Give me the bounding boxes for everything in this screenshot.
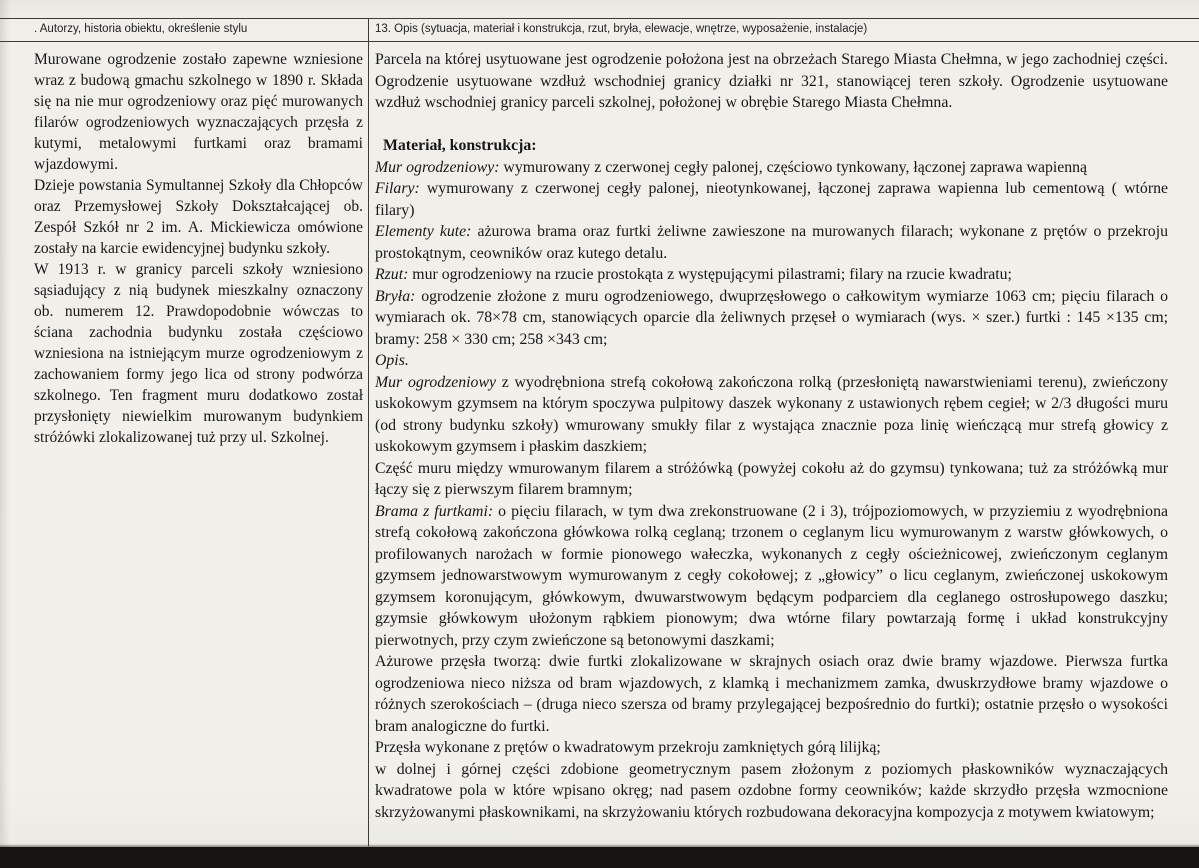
paragraph: Rzut: mur ogrodzeniowy na rzucie prostokąta z występującymi pilastrami; filary na rzucie kwadratu; xyxy=(375,266,1012,283)
paragraph-lead: Mur ogrodzeniowy xyxy=(375,373,497,391)
paragraph: Brama z furtkami: o pięciu filarach, w tym dwa zrekonstruowane (2 i 3), trójpoziomowych, w przyziemiu z wyodrębniona strefą cokołową zakończona główkowa rolką ceglaną; trzonem o ceglanym licu wymurowanym z warstw główkowych, o profilowanych narożach w formie pionowego wałeczka, wykonanych z cegły ościeżnicowej, zwieńczonym ceglanym gzymsem jednowarstwowym wymurowanym z cegły cokołowej; z „głowicy” o licu ceglanym, zwieńczonej uskokowym gzymsem koronującym, główkowym, dwuwarstwowym będącym podparciem dla ceglanego ostrosłupowego daszku; gzymsie główkowym ułożonym rąbkiem pionowym; dwa wtórne filary powtarzają formę i układ konstrukcyjny pierwotnych, przy czym zwieńczone są betonowymi daszkami; xyxy=(375,502,1168,649)
paragraph-lead: Bryła: xyxy=(375,287,416,305)
paragraph: Elementy kute: ażurowa brama oraz furtki żeliwne zawieszone na murowanych filarach; wykonane z prętów o przekroju prostokątnym, ceowników oraz kutego detalu. xyxy=(375,223,1168,262)
paragraph: Przęsła wykonane z prętów o kwadratowym przekroju zamkniętych górą lilijką; xyxy=(375,739,881,756)
paragraph: Mur ogrodzeniowy: wymurowany z czerwonej cegły palonej, częściowo tynkowany, łączonej zaprawa wapienną xyxy=(375,158,1088,176)
paragraph-lead: Brama z furtkami: xyxy=(375,502,494,520)
paragraph-lead: Filary: xyxy=(375,180,420,197)
left-column-authors-history xyxy=(0,42,368,844)
paragraph: W 1913 r. w granicy parceli szkoły wzniesiono sąsiadujący z nią budynek mieszkalny oznaczony ob. numerem 12. Prawdopodobnie wówczas to ściana zachodnia budynku została częściowo wzniesiona na istniejącym murze ogrodzeniowym z zachowaniem formy jego lica od strony podwórza szkolnego. Ten fragment muru dodatkowo został przysłonięty niewielkim murowanym budynkiem stróżówki zlokalizowanej tuż przy ul. Szkolnej. xyxy=(34,261,363,446)
blank-line xyxy=(375,114,1168,136)
paragraph: Materiał, konstrukcja: xyxy=(383,137,537,154)
header-cell-description: 13. Opis (sytuacja, materiał i konstrukcja, rzut, bryła, elewacje, wnętrze, wyposażenie, instalacje) xyxy=(375,23,868,35)
paragraph-lead: Rzut: xyxy=(375,266,409,283)
paragraph: w dolnej i górnej części zdobione geometrycznym pasem złożonym z poziomych płaskowników wyznaczających kwadratowe pola w które wpisano okręg; nad pasem ozdobne formy ceowników; każde skrzydło przęsła wzmocnione skrzyżowanymi płaskownikami, na skrzyżowaniu których rozbudowana dekoracyjna kompozycja z motywem kwiatowym; xyxy=(375,760,1168,821)
right-column-description xyxy=(369,42,1199,844)
header-cell-authors-history: . Autorzy, historia obiektu, określenie stylu xyxy=(34,23,248,35)
paragraph: Bryła: ogrodzenie złożone z muru ogrodzeniowego, dwuprzęsłowego o całkowitym wymiarze 1063 cm; pięciu filarach o wymiarach ok. 78×78 cm, stanowiących oparcie dla żeliwnych przęseł o wymiarach (wys. × szer.) furtki : 145 ×135 cm; bramy: 258 × 330 cm; 258 ×343 cm; xyxy=(375,287,1168,348)
header-row xyxy=(0,19,1199,41)
scan-bottom-edge xyxy=(0,847,1199,868)
paragraph-lead: Mur ogrodzeniowy: xyxy=(375,158,500,176)
paragraph: Parcela na której usytuowane jest ogrodzenie położona jest na obrzeżach Starego Miasta Chełmna, w jego zachodniej części. Ogrodzenie usytuowane wzdłuż wschodniej granicy działki nr 321, stanowiącej teren szkoły. Ogrodzenie usytuowane wzdłuż wschodniej granicy parceli szkolnej, położonej w obrębie Starego Miasta Chełmna. xyxy=(375,51,1168,111)
paragraph: Dzieje powstania Symultannej Szkoły dla Chłopców oraz Przemysłowej Szkoły Dokształcającej ob. Zespół Szkół nr 2 im. A. Mickiewicza omówione zostały na karcie ewidencyjnej budynku szkoły. xyxy=(34,177,363,257)
paragraph: Opis. xyxy=(375,352,409,369)
paragraph: Mur ogrodzeniowy z wyodrębniona strefą cokołową zakończona rolką (przesłoniętą nawarstwieniami terenu), zwieńczony uskokowym gzymsem na którym spoczywa pulpitowy daszek wykonany z ustawionych rębem cegieł; w 2/3 długości muru (od strony budynku szkoły) wmurowany smukły filar z wystająca znacznie poza linię wieńczącą mur strefą głowicy z uskokowym gzymsem i płaskim daszkiem; xyxy=(375,373,1169,455)
paragraph: Część muru między wmurowanym filarem a stróżówką (powyżej cokołu aż do gzymsu) tynkowana; tuż za stróżówką mur łączy się z pierwszym filarem bramnym; xyxy=(375,459,1168,498)
paragraph: Ażurowe przęsła tworzą: dwie furtki zlokalizowane w skrajnych osiach oraz dwie bramy wjazdowe. Pierwsza furtka ogrodzeniowa nieco niższa od bram wjazdowych, z klamką i mechanizmem zamka, dwuskrzydłowe bramy wjazdowe o różnych szerokościach – (druga nieco szersza od bramy przylegającej bezpośrednio do furtki); ostatnie przęsło o wysokości bram analogiczne do furtki. xyxy=(375,653,1168,735)
paragraph: Murowane ogrodzenie zostało zapewne wzniesione wraz z budową gmachu szkolnego w 1890 r. Składa się na nie mur ogrodzeniowy oraz pięć murowanych filarów ogrodzeniowych wyznaczających przęsła z kutymi, metalowymi furtkami oraz bramami wjazdowymi. xyxy=(34,51,363,173)
paragraph-lead: Elementy kute: xyxy=(375,223,472,240)
paragraph: Filary: wymurowany z czerwonej cegły palonej, nieotynkowanej, łączonej zaprawa wapienna lub cementową ( wtórne filary) xyxy=(375,180,1168,219)
